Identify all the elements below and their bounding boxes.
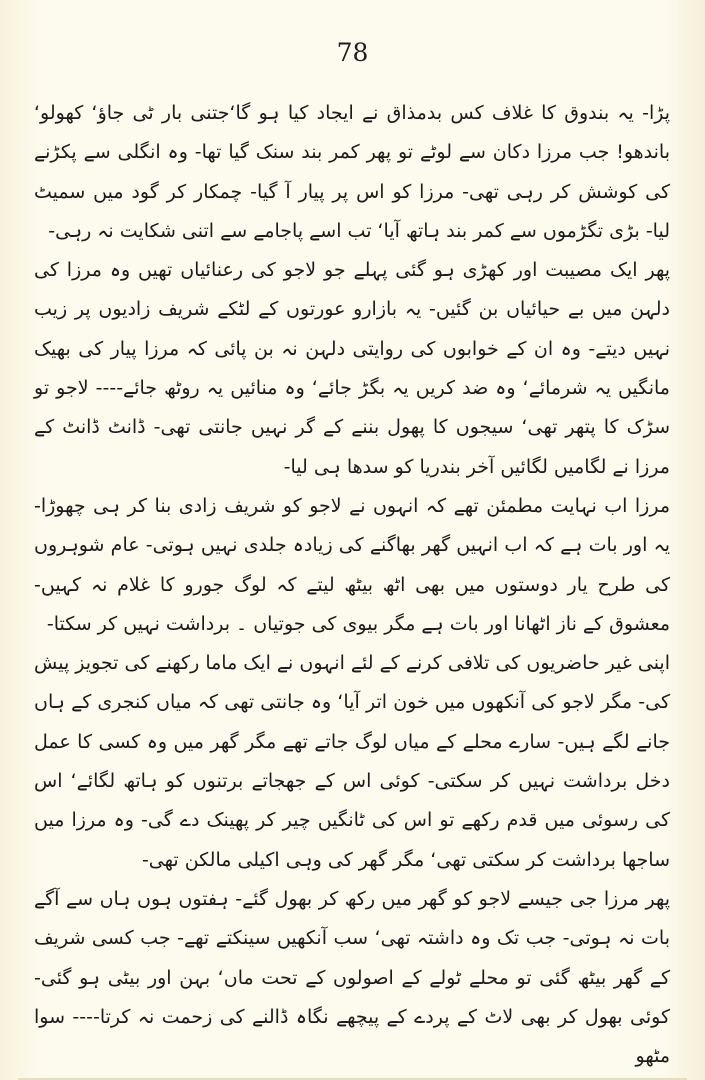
- paragraph-4: اپنی غیر حاضریوں کی تلافی کرنے کے لئے انہوں نے ایک ماما رکھنے کی تجویز پیش کی- مگر لاجو کی آنکھوں میں خون اتر آیا‘ وہ جانتی تھی کہ میاں کنجری کے ہاں جانے لگے ہیں- سارے محلے کے میاں لوگ جاتے تھے مگر گھر میں وہ کسی کا عمل دخل برداشت نہیں کر سکتی- کوئی اس کے جھجاتے برتنوں کو ہاتھ لگائے‘ اس کی رسوئی میں قدم رکھے تو اس کی ٹانگیں چیر کر پھینک دے گی- وہ مرزا میں ساجھا برداشت کر سکتی تھی‘ مگر گھر کی وہی اکیلی مالکن تھی-: [34, 652, 670, 871]
- page-number: 78: [336, 38, 369, 67]
- paragraph-1: پڑا- یہ بندوق کا غلاف کس بدمذاق نے ایجاد کیا ہو گا‘جتنی بار ٹی جاؤ‘ کھولو‘ باندھو! جب مرزا دکان سے لوٹے تو پھر کمر بند سنک گیا تھا- وہ انگلی سے پکڑنے کی کوشش کر رہی تھی- مرزا کو اس پر پیار آ گیا- چمکار کر گود میں سمیٹ لیا- بڑی تگڑموں سے کمر بند ہاتھ آیا‘ تب اسے پاجامے سے اتنی شکایت نہ رہی-: [34, 102, 670, 242]
- body-text: [34, 94, 670, 1076]
- paragraph-2: پھر ایک مصیبت اور کھڑی ہو گئی پہلے جو لاجو کی رعنائیاں تھیں وہ مرزا کی دلہن میں بے حیائیاں بن گئیں- یہ بازارو عورتوں کے لٹکے شریف زادیوں پر زیب نہیں دیتے- وہ ان کے خوابوں کی روایتی دلہن نہ بن پائی کہ مرزا پیار کی بھیک مانگیں یہ شرمائے‘ وہ ضد کریں یہ بگڑ جائے‘ وہ منائیں یہ روٹھ جائے---- لاجو تو سڑک کا پتھر تھی‘ سیجوں کا پھول بننے کے گر نہیں جانتی تھی- ڈانٹ ڈانٹ کے مرزا نے لگامیں لگائیں آخر بندریا کو سدھا ہی لیا-: [34, 259, 670, 478]
- paragraph-5: پھر مرزا جی جیسے لاجو کو گھر میں رکھ کر بھول گئے- ہفتوں ہوں ہاں سے آگے بات نہ ہوتی- جب تک وہ داشتہ تھی‘ سب آنکھیں سینکتے تھے- جب کسی شریف کے گھر بیٹھ گئی تو محلے ٹولے کے اصولوں کے تحت ماں‘ بہن اور بیٹی ہو گئی- کوئی بھول کر بھی لاٹ کے پردے کے پیچھے نگاہ ڈالنے کی زحمت نہ کرتا---- سوا مٹھو: [34, 887, 670, 1068]
- paragraph-3: مرزا اب نہایت مطمئن تھے کہ انہوں نے لاجو کو شریف زادی بنا کر ہی چھوڑا- یہ اور بات ہے کہ اب انہیں گھر بھاگنے کی زیادہ جلدی نہیں ہوتی- عام شوہروں کی طرح یار دوستوں میں بھی اٹھ بیٹھ لیتے کہ لوگ جورو کا غلام نہ کہیں- معشوق کے ناز اٹھانا اور بات ہے مگر بیوی کی جوتیاں ۔ برداشت نہیں کر سکتا-: [34, 494, 670, 635]
